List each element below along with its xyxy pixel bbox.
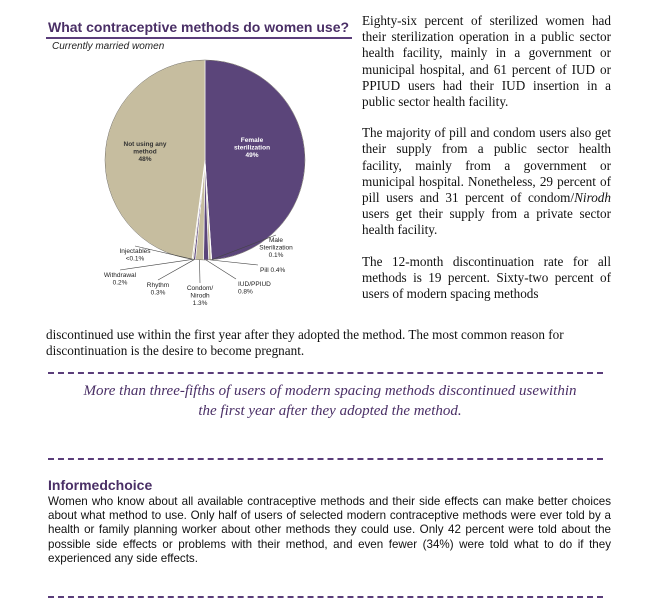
paragraph-discontinuation: The 12-month discontinuation rate for all methods is 19 percent. Sixty-two percent of users of modern spacing methods: [362, 253, 611, 302]
right-column: [362, 13, 611, 302]
pie-label-injectables: Injectables <0.1%: [119, 248, 151, 263]
divider-middle: [48, 458, 603, 460]
pie-label-male-sterilization: Male Sterilization 0.1%: [259, 237, 293, 259]
divider-bottom: [48, 596, 603, 598]
pie-label-condom-nirodh: Condom/ Nirodh 1.3%: [186, 285, 214, 307]
pie-slice-female-sterilization: [205, 60, 305, 260]
leader-line: [158, 259, 195, 280]
pie-label-iud-ppiud: IUD/PPIUD 0.8%: [238, 281, 271, 296]
paragraph-pill-condom: The majority of pill and condom users also get their supply from a public sector health facility, mainly from a government or municipal hospital. Nonetheless, 29 percent of pill users and 31 percent of condom/Nirodh users get their supply from a private sector health facility.: [362, 125, 611, 238]
chart-title: What contraceptive methods do women use?: [48, 19, 350, 35]
leader-line: [206, 260, 236, 279]
chart-subtitle: Currently married women: [52, 41, 165, 52]
section-heading: Informedchoice: [48, 477, 153, 493]
leader-line: [210, 260, 258, 265]
section-paragraph: Women who know about all available contraceptive methods and their side effects can make better choices about what method to use. Only half of users of selected modern contraceptive methods were ever told by a health or family planning worker about other methods they could use. Only 42 percent were told about the possible side effects or problems with their method, and even fewer (34%) were told what to do if they experienced any side effects.: [48, 495, 611, 565]
pie-label-withdrawal: Withdrawal 0.2%: [103, 272, 137, 287]
divider-top: [48, 372, 603, 374]
paragraph-sterilization: Eighty-six percent of sterilized women had their sterilization operation in a public sector health facility, mainly in a government or municipal hospital, and 61 percent of IUD or PPIUD users had their IUD insertion in a public sector health facility.: [362, 13, 611, 110]
paragraph-discontinuation-continued: discontinued use within the first year after they adopted the method. The most common reason for discontinuation is the desire to become pregnant.: [46, 327, 564, 359]
pie-slice-not-using-any-method: [105, 60, 205, 259]
pie-label-rhythm: Rhythm 0.3%: [146, 282, 170, 297]
pie-label-female-sterilization: Female sterilization 49%: [233, 137, 271, 159]
callout-quote: More than three-fifths of users of modern spacing methods discontinued usewithin the first year after they adopted the method.: [83, 383, 577, 419]
section-text: [48, 495, 611, 566]
pie-label-not-using-any-method: Not using any method 48%: [123, 141, 167, 163]
pie-label-pill: Pill 0.4%: [260, 267, 286, 274]
pie-slices: [105, 60, 305, 260]
